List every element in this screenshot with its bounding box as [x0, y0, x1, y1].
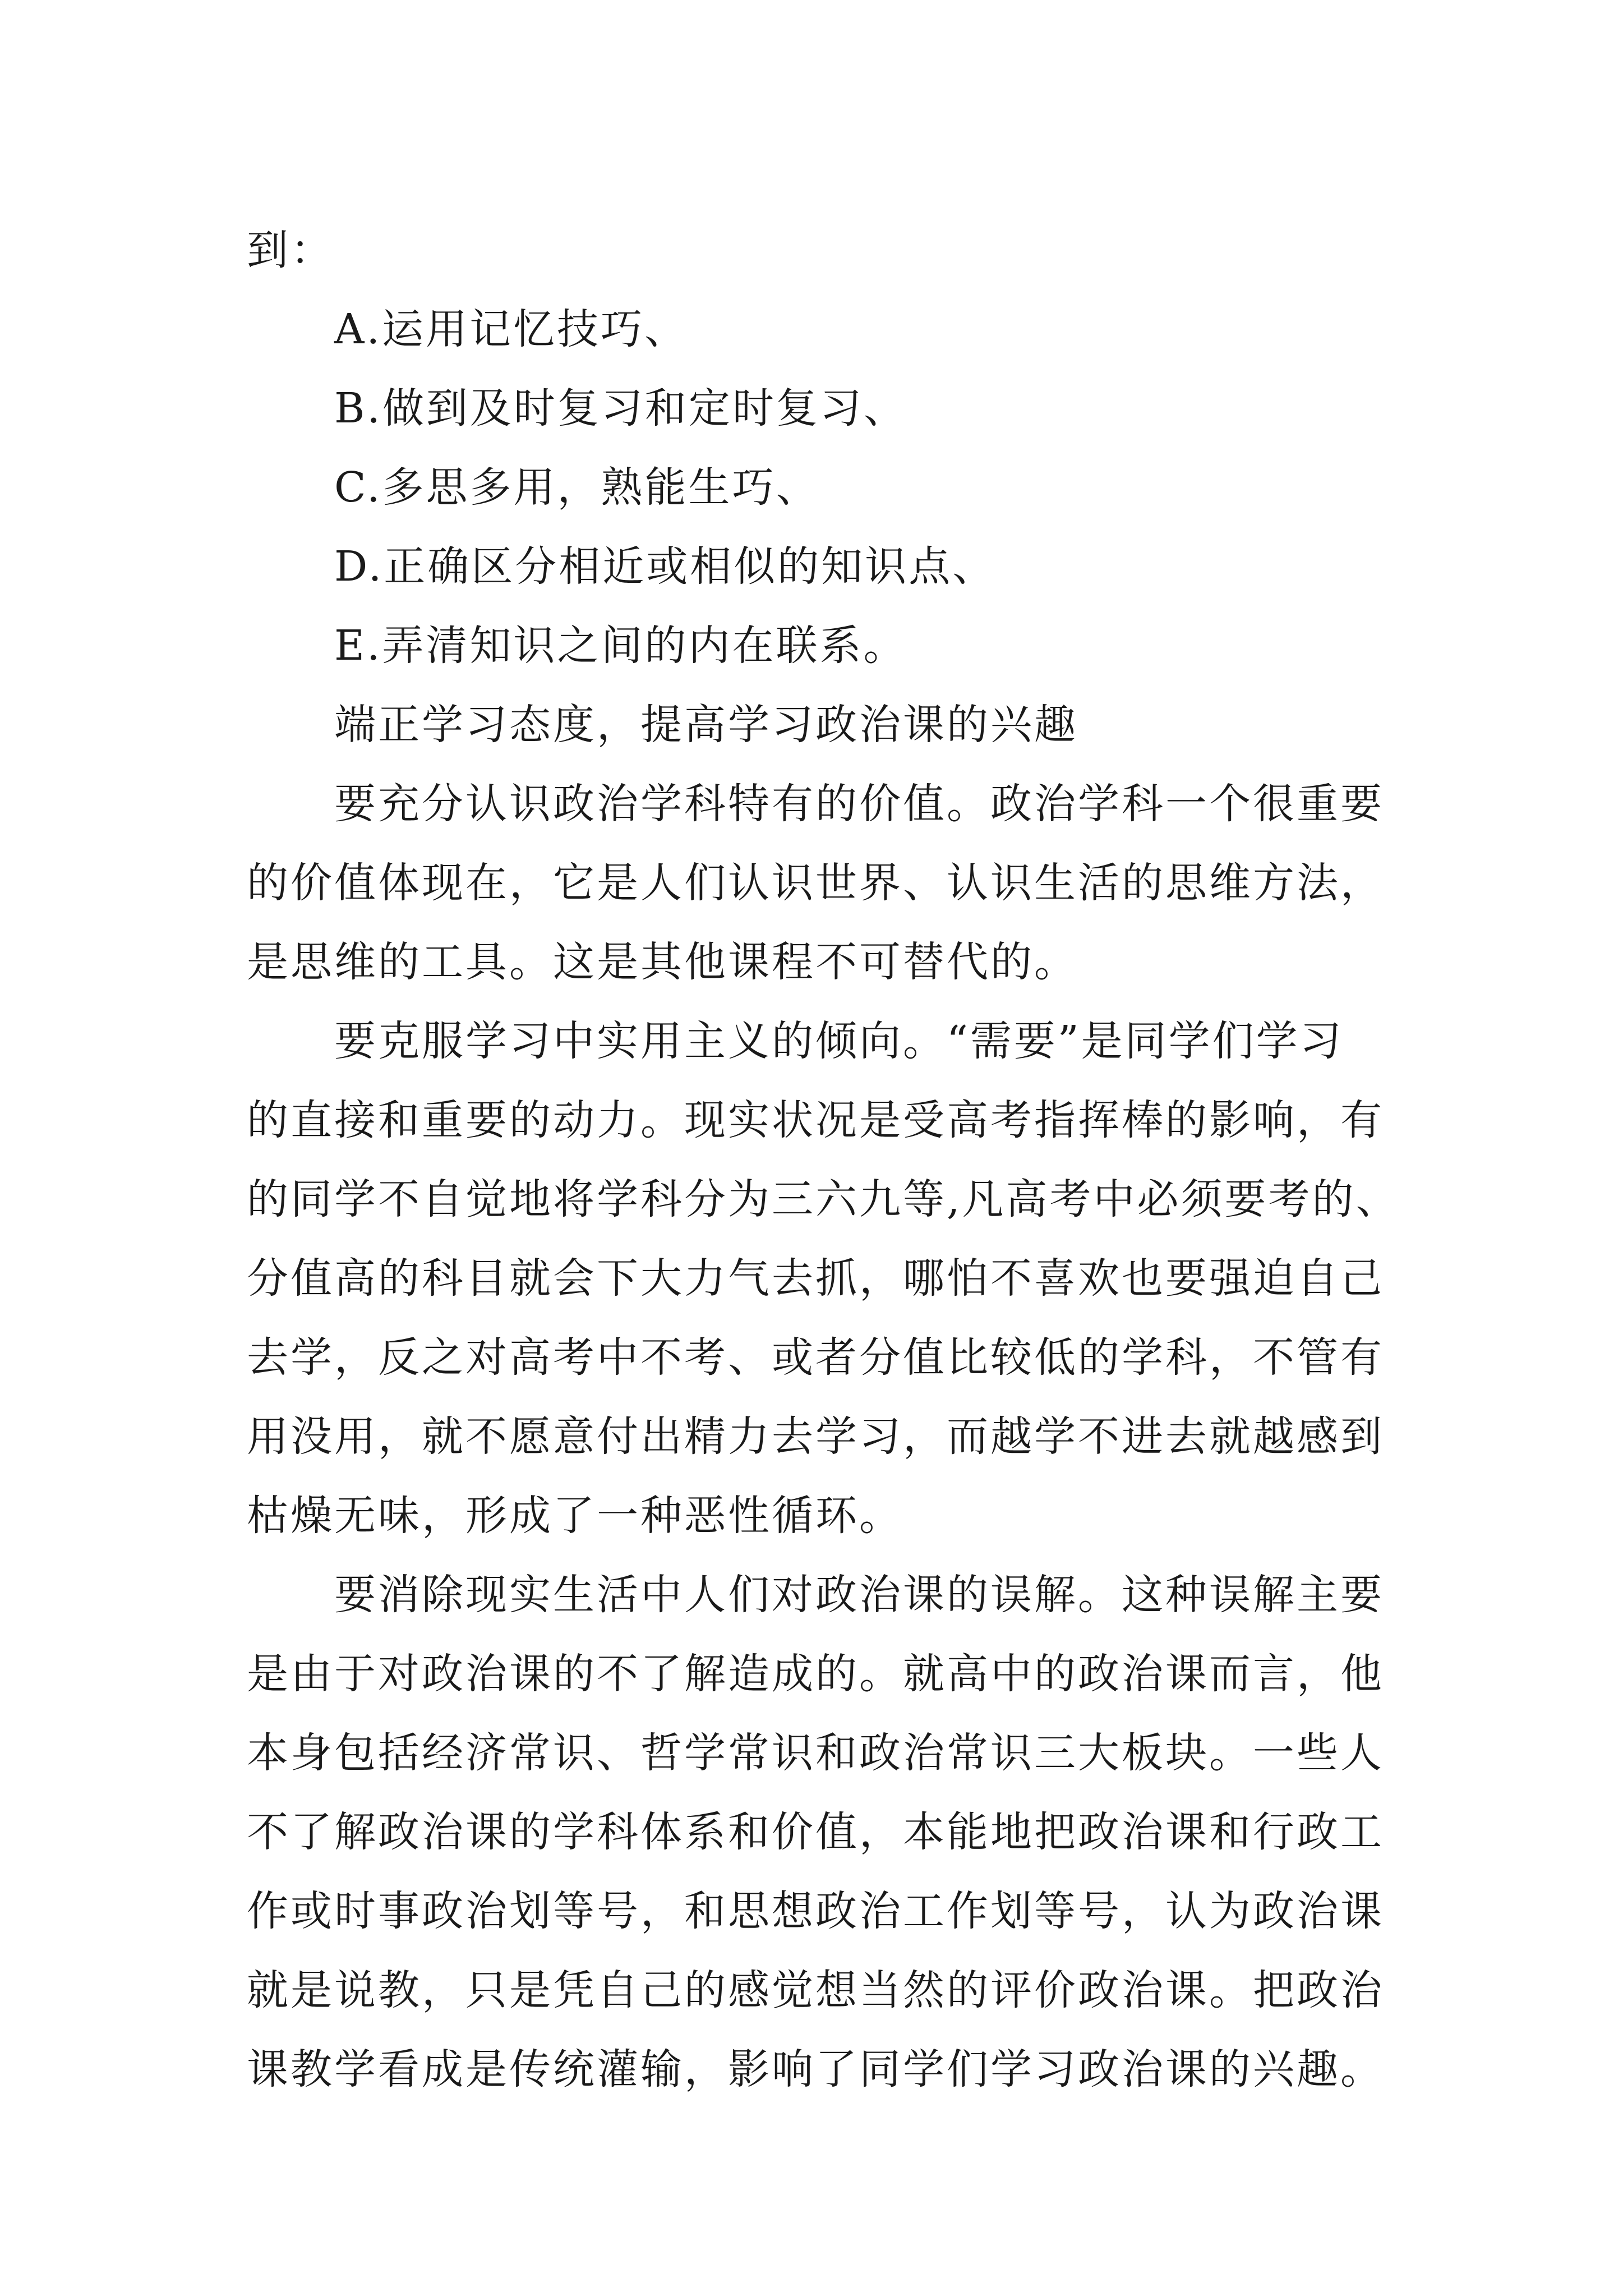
text-line: 到： — [247, 226, 334, 274]
paragraph-line: 是思维的工具。这是其他课程不可替代的。 — [247, 938, 1078, 986]
list-item-e: E.弄清知识之间的内在联系。 — [334, 622, 907, 670]
paragraph-line: 不了解政治课的学科体系和价值，本能地把政治课和行政工 — [247, 1808, 1384, 1856]
list-item-b: B.做到及时复习和定时复习、 — [334, 384, 907, 432]
paragraph-line: 课教学看成是传统灌输，影响了同学们学习政治课的兴趣。 — [247, 2045, 1384, 2093]
paragraph-line: 的直接和重要的动力。现实状况是受高考指挥棒的影响，有 — [247, 1096, 1384, 1144]
section-heading: 端正学习态度，提高学习政治课的兴趣 — [334, 701, 1078, 749]
paragraph-line: 要消除现实生活中人们对政治课的误解。这种误解主要 — [334, 1571, 1384, 1619]
paragraph-line: 要充分认识政治学科特有的价值。政治学科一个很重要 — [334, 780, 1384, 828]
paragraph-line: 是由于对政治课的不了解造成的。就高中的政治课而言，他 — [247, 1650, 1384, 1698]
paragraph-line: 要克服学习中实用主义的倾向。“需要”是同学们学习 — [334, 1017, 1344, 1065]
document-body — [247, 211, 1400, 2109]
paragraph-line: 枯燥无味，形成了一种恶性循环。 — [247, 1492, 903, 1540]
list-item-d: D.正确区分相近或相似的知识点、 — [334, 542, 997, 591]
list-item-a: A.运用记忆技巧、 — [334, 305, 688, 353]
paragraph-line: 的同学不自觉地将学科分为三六九等,凡高考中必须要考的、 — [247, 1175, 1400, 1223]
paragraph-line: 的价值体现在，它是人们认识世界、认识生活的思维方法， — [247, 859, 1384, 907]
paragraph-line: 去学，反之对高考中不考、或者分值比较低的学科，不管有 — [247, 1333, 1384, 1382]
paragraph-line: 作或时事政治划等号，和思想政治工作划等号，认为政治课 — [247, 1887, 1384, 1935]
paragraph-line: 用没用，就不愿意付出精力去学习，而越学不进去就越感到 — [247, 1412, 1384, 1461]
list-item-c: C.多思多用，熟能生巧、 — [334, 463, 820, 512]
paragraph-line: 就是说教，只是凭自己的感觉想当然的评价政治课。把政治 — [247, 1966, 1384, 2014]
paragraph-line: 分值高的科目就会下大力气去抓，哪怕不喜欢也要强迫自己 — [247, 1254, 1384, 1303]
paragraph-line: 本身包括经济常识、哲学常识和政治常识三大板块。一些人 — [247, 1729, 1384, 1777]
